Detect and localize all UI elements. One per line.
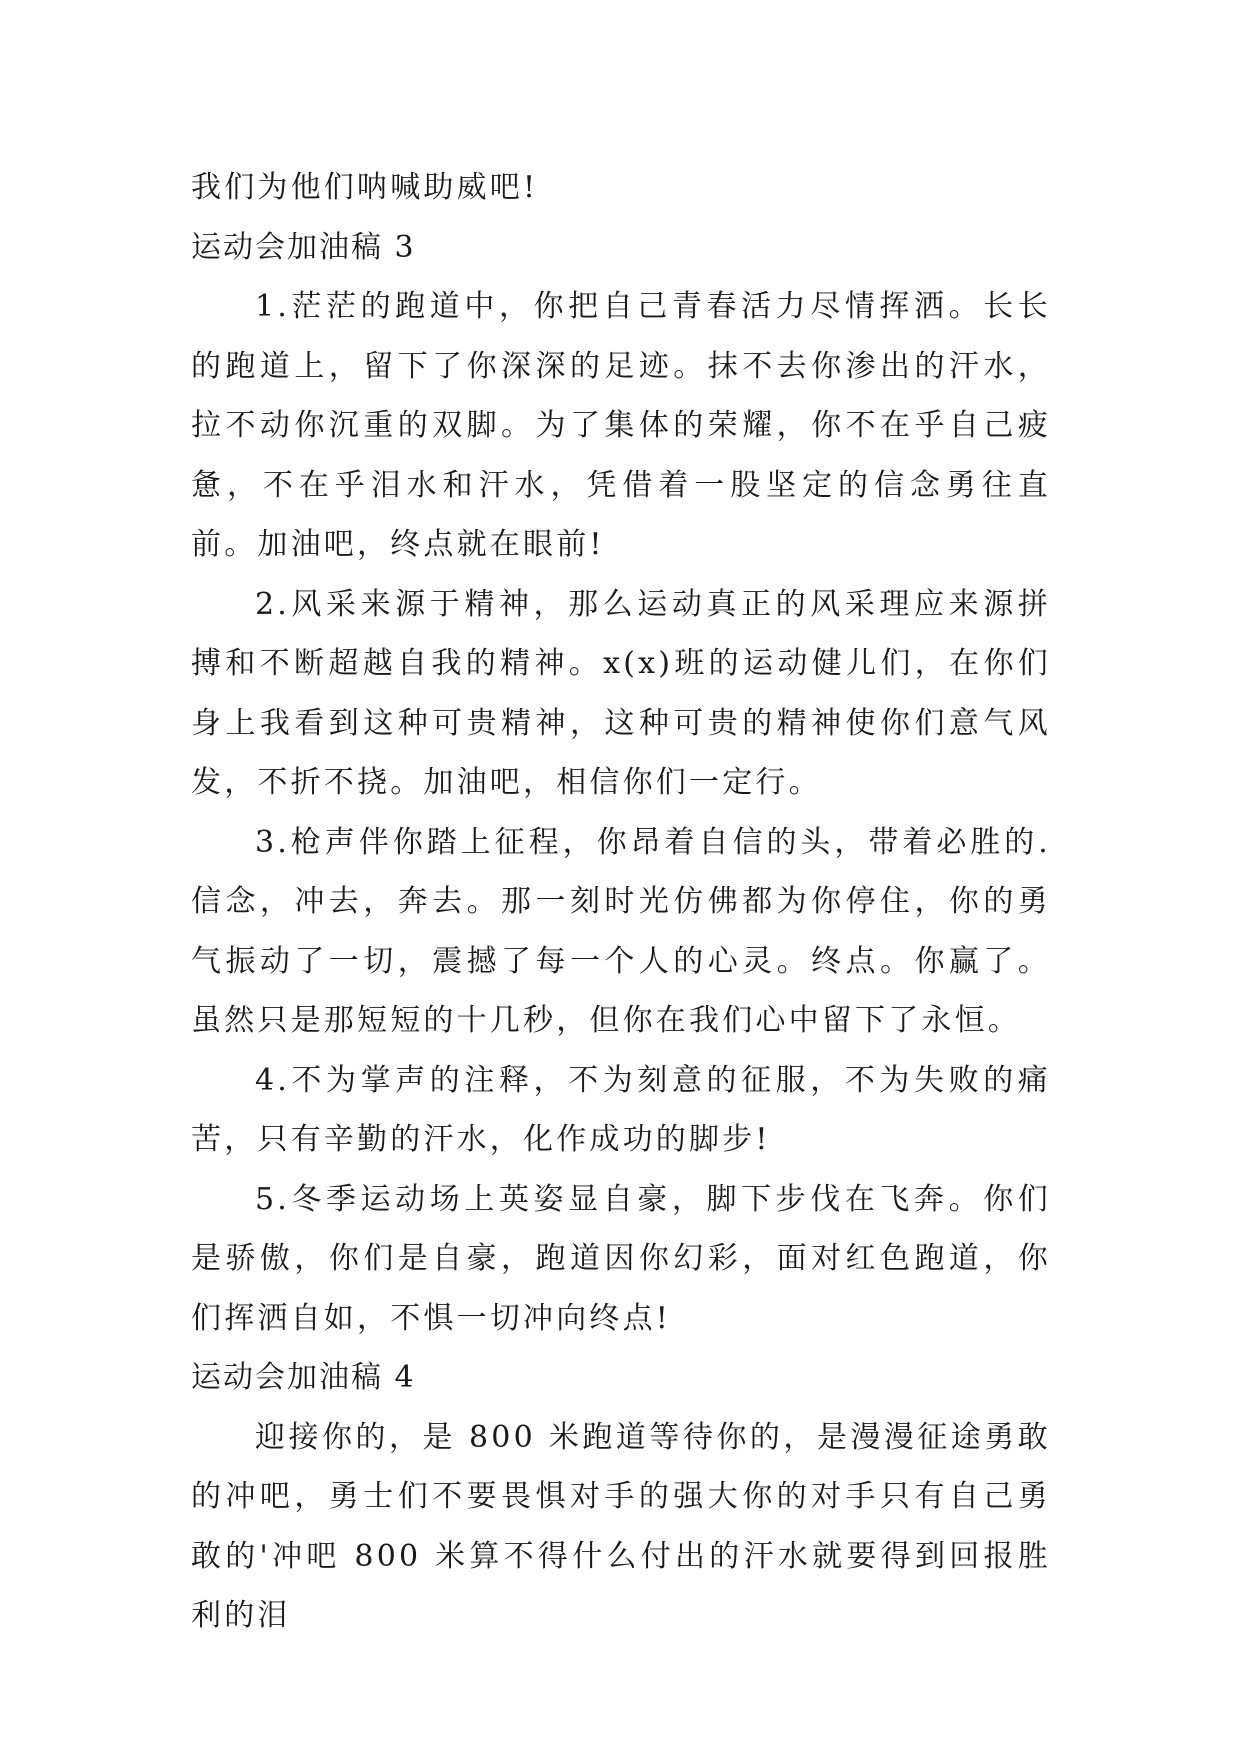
section-4-paragraph-1: 迎接你的，是 800 米跑道等待你的，是漫漫征途勇敢的冲吧，勇士们不要畏惧对手的强大你的对手只有自己勇敢的'冲吧 800 米算不得什么付出的汗水就要得到回报胜利的泪 [191,1419,1051,1633]
opening-line: 我们为他们呐喊助威吧! [191,170,539,205]
section-3-paragraph-1: 1.茫茫的跑道中，你把自己青春活力尽情挥洒。长长的跑道上，留下了你深深的足迹。抹不去你渗出的汗水，拉不动你沉重的双脚。为了集体的荣耀，你不在乎自己疲惫，不在乎泪水和汗水，凭借着一股坚定的信念勇往直前。加油吧，终点就在眼前! [191,289,1051,562]
section-3-paragraph-2: 2.风采来源于精神，那么运动真正的风采理应来源拼搏和不断超越自我的精神。x(x)班的运动健儿们，在你们身上我看到这种可贵精神，这种可贵的精神使你们意气风发，不折不挠。加油吧，相信你们一定行。 [191,586,1051,800]
document-page [191,158,1051,1646]
section-3-paragraph-4: 4.不为掌声的注释，不为刻意的征服，不为失败的痛苦，只有辛勤的汗水，化作成功的脚步! [191,1062,1051,1157]
section-3-paragraph-5: 5.冬季运动场上英姿显自豪，脚下步伐在飞奔。你们是骄傲，你们是自豪，跑道因你幻彩，面对红色跑道，你们挥洒自如，不惧一切冲向终点! [191,1181,1051,1336]
section-3-paragraph-3: 3.枪声伴你踏上征程，你昂着自信的头，带着必胜的.信念，冲去，奔去。那一刻时光仿佛都为你停住，你的勇气振动了一切，震撼了每一个人的心灵。终点。你赢了。虽然只是那短短的十几秒，但你在我们心中留下了永恒。 [191,824,1051,1038]
section-3-heading: 运动会加油稿 3 [191,229,416,265]
section-4-heading: 运动会加油稿 4 [191,1360,416,1395]
